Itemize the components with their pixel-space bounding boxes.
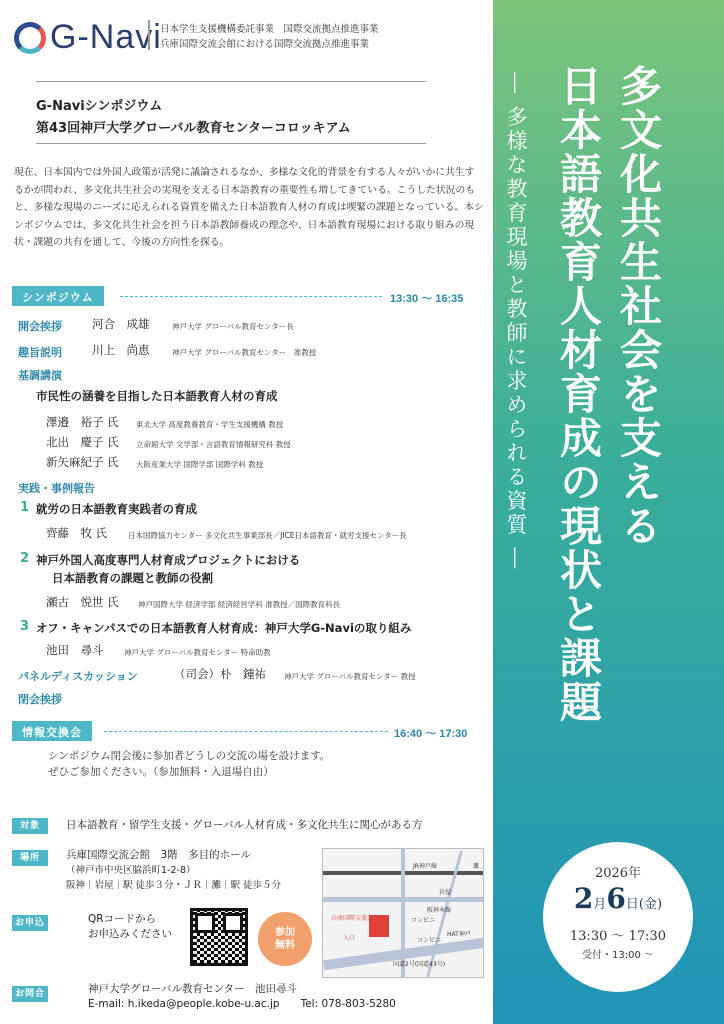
closing-label: 閉会挨拶 xyxy=(18,693,62,706)
month-unit: 月 xyxy=(593,897,607,912)
symposium-title xyxy=(36,96,351,140)
main-title-line1: 多文化共生社会を支える xyxy=(614,64,663,548)
org-line: 兵庫国際交流会館における国際交流拠点推進事業 xyxy=(160,39,370,50)
badge-line: 無料 xyxy=(275,940,295,951)
map-label: JR神戸線 xyxy=(413,863,437,870)
purpose-affiliation: 神戸大学 グローバル教育センター 准教授 xyxy=(172,348,317,357)
report-title: 就労の日本語教育実践者の育成 xyxy=(36,502,197,516)
venue-map xyxy=(322,848,484,978)
keynote-speaker: 新矢麻紀子 氏 xyxy=(46,455,119,469)
purpose-speaker: 川上 尚恵 xyxy=(92,343,150,357)
exchange-text xyxy=(48,748,330,780)
report-affiliation: 神戸大学 グローバル教育センター 特命助教 xyxy=(124,648,271,657)
venue-line: 兵庫国際交流会館 3階 多目的ホール xyxy=(66,849,251,861)
keynote-speaker: 北出 慶子 氏 xyxy=(46,435,119,449)
event-year: 2026年 xyxy=(594,866,642,881)
organizer-text xyxy=(160,22,379,52)
report-number: 3 xyxy=(20,619,30,634)
qr-code[interactable] xyxy=(190,908,248,966)
report-title: オフ・キャンパスでの日本語教育人材育成：神戸大学G-Naviの取り組み xyxy=(36,621,412,635)
keynote-affiliation: 大阪産業大学 国際学部 国際学科 教授 xyxy=(136,460,264,469)
event-day: 6 xyxy=(606,882,626,915)
target-text: 日本語教育・留学生支援・グローバル人材育成・多文化共生に関心がある方 xyxy=(66,819,423,831)
venue-label: 場所 xyxy=(12,850,48,866)
map-label: 入口 xyxy=(343,935,356,942)
contact-label: お問合せ xyxy=(12,986,48,1002)
contact-line: 神戸大学グローバル教育センター 池田尋斗 xyxy=(88,983,298,995)
section-bar-exchange xyxy=(12,721,92,741)
org-line: 日本学生支援機構委託事業 国際交流拠点推進事業 xyxy=(160,24,379,35)
map-label: 阪神本線 xyxy=(427,907,452,914)
day-unit: 日 xyxy=(625,897,639,912)
symposium-title-line: G-Naviシンポジウム xyxy=(36,99,163,114)
panel-label: パネルディスカッション xyxy=(18,670,138,683)
report-speaker: 瀬古 悦世 氏 xyxy=(46,595,119,609)
map-label: コンビニ xyxy=(417,937,442,944)
opening-affiliation: 神戸大学 グローバル教育センター長 xyxy=(172,322,294,331)
logo-mark-icon xyxy=(14,22,46,54)
section-label: 情報交換会 xyxy=(22,726,82,739)
report-title-line2: 日本語教育の課題と教師の役割 xyxy=(52,571,213,585)
apply-line: QRコードから xyxy=(88,913,157,925)
apply-text xyxy=(88,912,172,942)
venue-line: （神戸市中央区脇浜町1-2-8） xyxy=(66,865,196,876)
intro-paragraph: 現在、日本国内では外国人政策が活発に議論されるなか、多様な文化的背景を有する人々がいかに共生するかが問われ、多文化共生社会の実現を支える日本語教育の重要性も増してきている。こうした状況のもと、多様な現場のニーズに応えられる資質を備えた日本語教育人材の育成は喫緊の課題となっている。本シンポジウムでは、多文化共生社会を担う日本語教師養成の理念や、日本語教育現場における取り組みの現状・課題の共有を通して、今後の方向性を探る。 xyxy=(14,167,484,248)
report-number: 2 xyxy=(20,551,30,566)
divider-icon xyxy=(148,20,156,50)
divider xyxy=(36,81,426,82)
report-number: 1 xyxy=(20,500,30,515)
exchange-line: ぜひご参加ください。（参加無料・入退場自由） xyxy=(48,766,274,778)
report-title: 神戸外国人高度専門人材育成プロジェクトにおける xyxy=(36,553,301,567)
report-speaker: 池田 尋斗 xyxy=(46,643,104,657)
reports-label: 実践・事例報告 xyxy=(18,482,95,495)
keynote-affiliation: 東北大学 高度教養教育・学生支援機構 教授 xyxy=(136,420,284,429)
panel-affiliation: 神戸大学 グローバル教育センター 教授 xyxy=(284,672,416,681)
event-time: 13:30 ～ 17:30 xyxy=(569,929,667,944)
apply-label: お申込み xyxy=(12,915,48,931)
subtitle: ― 多様な教育現場と教師に求められる資質 ― xyxy=(504,72,528,572)
free-badge xyxy=(258,912,312,966)
contact-line[interactable]: E-mail: h.ikeda@people.kobe-u.ac.jp Tel: 078-803-5280 xyxy=(88,998,396,1010)
opening-label: 開会挨拶 xyxy=(18,320,62,333)
map-label: HAT神戸 xyxy=(447,931,471,938)
opening-speaker: 河合 成雄 xyxy=(92,317,150,331)
badge-line: 参加 xyxy=(275,927,295,938)
map-label: 岩屋 xyxy=(439,889,452,896)
panel-moderator: （司会）朴 鍾祐 xyxy=(174,667,266,681)
main-title-line2: 日本語教育人材育成の現状と課題 xyxy=(554,64,603,724)
divider xyxy=(36,143,426,144)
exchange-time: 16:40 ～ 17:30 xyxy=(394,728,468,740)
report-speaker: 齊藤 牧 氏 xyxy=(46,526,108,540)
report-affiliation: 日本国際協力センター 多文化共生事業部長／JICE日本語教育・就労支援センター長 xyxy=(128,531,407,540)
map-label: 国道2号(国道43号) xyxy=(393,961,446,968)
target-label: 対象 xyxy=(12,818,48,834)
venue-line: 阪神｜岩屋｜駅 徒歩３分・ＪＲ｜灘｜駅 徒歩５分 xyxy=(66,880,282,891)
keynote-label: 基調講演 xyxy=(18,369,62,382)
event-month: 2 xyxy=(573,882,594,915)
section-bar-symposium xyxy=(12,286,104,306)
apply-line: お申込みください xyxy=(88,928,172,940)
reception-time: 受付・13:00 ～ xyxy=(582,950,654,961)
dashed-line xyxy=(120,296,382,297)
report-affiliation: 神戸国際大学 経済学部 経済経営学科 准教授／国際教育科長 xyxy=(138,600,341,609)
event-weekday: (金) xyxy=(638,897,663,912)
symposium-time: 13:30 ～ 16:35 xyxy=(390,293,464,305)
venue-text xyxy=(66,848,281,893)
purpose-label: 趣旨説明 xyxy=(18,346,62,359)
map-label: コンビニ xyxy=(411,917,436,924)
logo-text: G-Navi xyxy=(50,18,162,56)
dashed-line xyxy=(104,731,388,732)
keynote-affiliation: 立命館大学 文学部・言語教育情報研究科 教授 xyxy=(136,440,291,449)
g-navi-logo xyxy=(14,18,162,57)
map-label: 兵庫国際交流会館 xyxy=(331,915,380,922)
section-label: シンポジウム xyxy=(22,291,94,304)
symposium-title-line: 第43回神戸大学グローバル教育センターコロッキアム xyxy=(36,121,351,136)
title-panel xyxy=(493,0,724,1024)
date-badge xyxy=(543,842,693,992)
contact-text xyxy=(88,982,396,1012)
keynote-speaker: 澤邉 裕子 氏 xyxy=(46,415,119,429)
keynote-title: 市民性の涵養を目指した日本語教育人材の育成 xyxy=(36,389,278,403)
exchange-line: シンポジウム閉会後に参加者どうしの交流の場を設けます。 xyxy=(48,750,331,762)
map-label: 灘 xyxy=(473,863,480,870)
event-date xyxy=(543,882,693,915)
